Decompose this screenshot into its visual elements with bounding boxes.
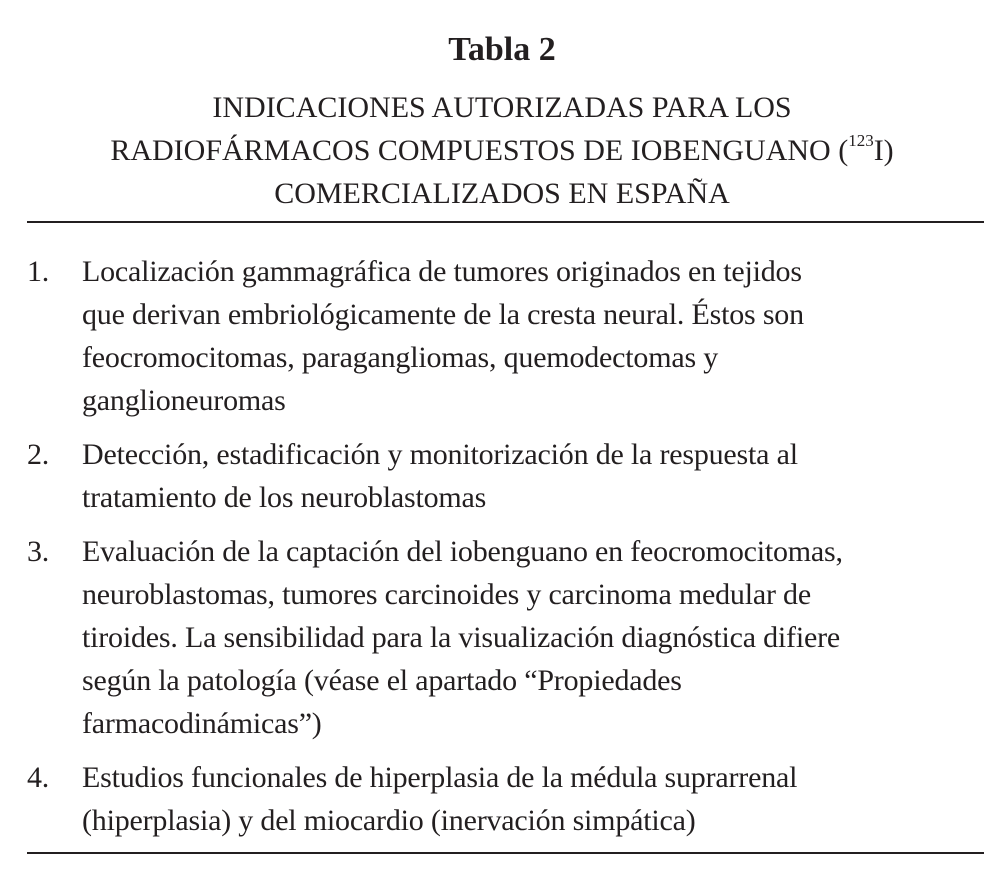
item-number: 2. [27,438,50,471]
item-line: que derivan embriológicamente de la cresta neural. Éstos son [82,298,804,331]
item-number: 1. [27,255,50,288]
item-line: Detección, estadificación y monitorización de la respuesta al [82,438,798,471]
indications-list [27,250,984,853]
top-rule [27,221,984,223]
indication-item-4 [27,756,984,842]
item-line: tratamiento de los neuroblastomas [82,481,487,514]
item-line: Estudios funcionales de hiperplasia de la médula suprarrenal [82,761,798,794]
caption-line-1: INDICACIONES AUTORIZADAS PARA LOS [212,91,792,124]
item-line: Localización gammagráfica de tumores originados en tejidos [82,255,802,288]
item-line: farmacodinámicas”) [82,707,322,740]
item-number: 4. [27,761,50,794]
caption-line-3: COMERCIALIZADOS EN ESPAÑA [274,177,730,210]
indication-item-1 [27,250,984,422]
indication-item-2 [27,433,984,519]
isotope-mass-number: 123 [848,131,874,150]
table-caption [0,86,1004,215]
item-line: ganglioneuromas [82,384,286,417]
item-line: Evaluación de la captación del iobenguano en feocromocitomas, [82,535,843,568]
caption-line-2-text: RADIOFÁRMACOS COMPUESTOS DE IOBENGUANO ( [110,134,849,167]
item-line: tiroides. La sensibilidad para la visualización diagnóstica difiere [82,621,841,654]
table-number: Tabla 2 [448,31,556,68]
bottom-rule [27,852,984,854]
item-line: feocromocitomas, paragangliomas, quemodectomas y [82,341,719,374]
item-number: 3. [27,535,50,568]
indication-item-3 [27,530,984,745]
caption-line-2 [0,129,1004,172]
caption-line-2-end: I) [873,134,894,167]
item-line: neuroblastomas, tumores carcinoides y carcinoma medular de [82,578,811,611]
item-line: (hiperplasia) y del miocardio (inervación simpática) [82,804,696,837]
item-line: según la patología (véase el apartado “Propiedades [82,664,682,697]
